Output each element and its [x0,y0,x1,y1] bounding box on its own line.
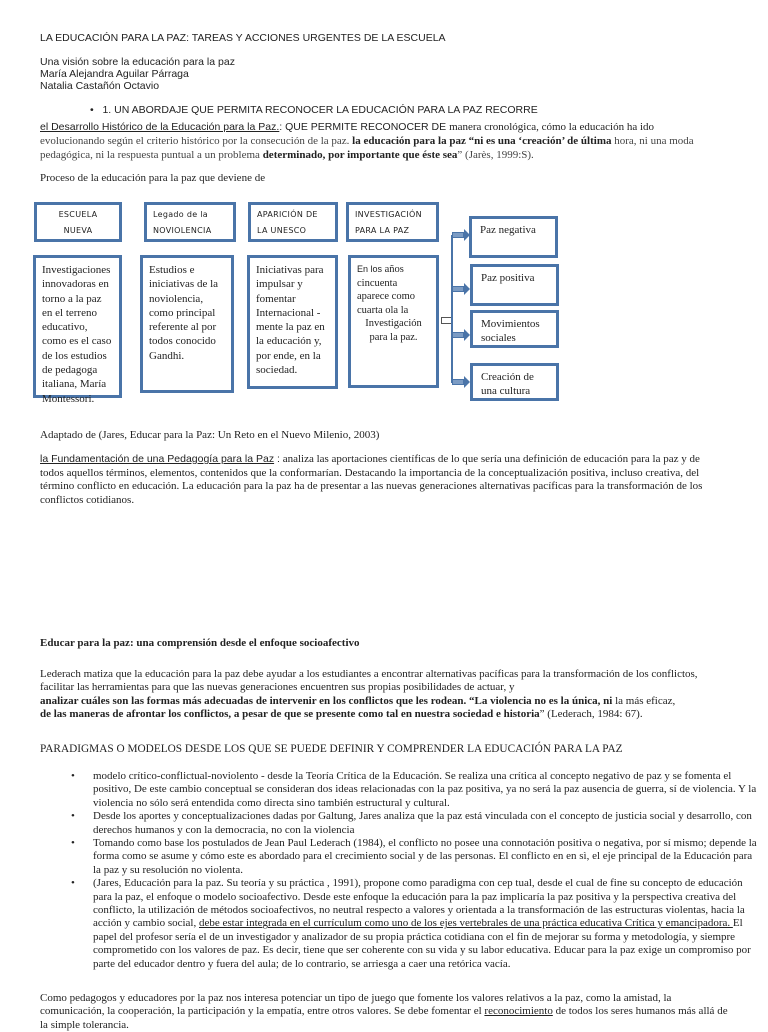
section1-heading: • 1. UN ABORDAJE QUE PERMITA RECONOCER LA EDUCACIÓN PARA LA PAZ RECORRE [90,104,538,116]
outcome-box: Paz positiva [470,264,559,306]
author: María Alejandra Aguilar Párraga [40,68,189,80]
section2-paragraph: la Fundamentación de una Pedagogía para la Paz : analiza las aportaciones científicas de lo que sería una definición de educación para la paz y de todos aquellos términos, elementos, contenidos que la conformarían. Destacando la importancia de la conceptualización positiva, incluso creativa, del término conflicto en educación. La educación para la paz ha de presentar a las nuevas generaciones alternativas pacíficas para la transformación de los conflictos cotidianos. [40,453,703,506]
list-item: • Tomando como base los postulados de Jean Paul Lederach (1984), el conflicto no posee una connotación positiva o negativa, por sí mismo; depende la forma como se asume y cómo este es abordado para el crecimiento social y de las personas. El conflicto en en sì, el eje principal de la Educación para la paz y su resolución no violenta. [71,837,757,876]
section3-heading: Educar para la paz: una comprensión desde el enfoque socioafectivo [40,637,360,649]
section4-heading: PARADIGMAS O MODELOS DESDE LOS QUE SE PUEDE DEFINIR Y COMPRENDER LA EDUCACIÓN PARA LA PAZ [40,743,623,755]
list-item: • (Jares, Educación para la paz. Su teoría y su práctica , 1991), propone como paradigma con cep tual, desde el cual de fine su concepto de educación para la paz, el enfoque o modelo socioafectivo. Desde este enfoque la educación para la paz implicaría la paz positiva y la perspectiva creativa del conflicto, la utilización de métodos socioafectivos, no neutral respecto a valores y orientada a la transformación de las estructuras violentas, hacia la acción y cambio social, debe estar integrada en el currículum como uno de los ejes vertebrales de una práctica educativa Crítica y emancipadora. El papel del profesor sería el de un investigador y analizador de su propia práctica cotidiana con el fin de mejorar su forma y metodología, y siempre comprometido con los valores de paz. Es decir, tiene que ser coherente con su vida y su labor educativa. Educar para la paz exige un compromiso por parte del educador dentro y fuera del aula; de lo contrario, se arriesga a caer una retórica vacía. [71,877,751,970]
description-box-unesco: Iniciativas para impulsar y fomentar Internacional - mente la paz en la educación y, por ende, en la sociedad. [247,255,338,389]
bullet-icon: • [71,877,75,890]
list-item: • modelo crítico-conflictual-noviolento - desde la Teoría Crítica de la Educación. Se realiza una crítica al concepto negativo de paz y se fomenta el positivo, De este cambio conceptual se consideran dos ideas relacionadas con la paz positiva, ya no será la paz ausencia de guerra, sí de violencia. Y la violencia no sólo será entendida como directa sino también estructural y cultural. [71,770,757,809]
arrow-right-icon [452,286,464,292]
subtitle: Una visión sobre la educación para la paz [40,56,235,68]
arrow-right-icon [452,379,464,385]
branch-line [451,235,453,383]
header-box-investigacion: INVESTIGACIÓN PARA LA PAZ [346,202,439,242]
arrow-right-icon [452,232,464,238]
bullet-icon: • [71,810,75,823]
bullet-icon: • [71,837,75,850]
author: Natalia Castañón Octavio [40,80,160,92]
outcome-box: Creación de una cultura [470,363,559,401]
paradigm-list [71,770,758,971]
outcome-box: Paz negativa [469,216,558,258]
description-box-noviolencia: Estudios e iniciativas de la noviolencia, como principal referente al por todos conocido Gandhi. [140,255,234,393]
header-box-noviolencia: Legado de la NOVIOLENCIA [144,202,236,242]
section2-link[interactable]: la Fundamentación de una Pedagogía para la Paz [40,453,275,465]
description-box-escuela-nueva: Investigaciones innovadoras en torno a la paz en el terreno educativo, como es el caso de los estudios de pedagoga italiana, María Montessori. [33,255,122,398]
section3-paragraph: Lederach matiza que la educación para la paz debe ayudar a los estudiantes a encontrar alternativas pacíficas para la transformación de los conflictos, facilitar las herramientas para que las nuevas generaciones encuentren sus propias posibilidades de actuar, y analizar cuáles son las formas más adecuadas de intervenir en los conflictos que les rodean. “La violencia no es la única, ni la más eficaz, de las maneras de afrontar los conflictos, a pesar de que se presente como tal en nuestra sociedad e historia” (Lederach, 1984: 67). [40,668,698,720]
bullet-icon: • [90,104,94,116]
list-item: • Desde los aportes y conceptualizaciones dadas por Galtung, Jares analiza que la paz está vinculada con el concepto de justicia social y desarrollo, con derechos humanos y con la democracia, no con la violencia [71,810,752,836]
closing-paragraph: Como pedagogos y educadores por la paz nos interesa potenciar un tipo de juego que fomente los valores relativos a la paz, como la amistad, la comunicación, la cooperación, la participación y la empatía, entre otros valores. Se debe fomentar el reconocimiento de todos los seres humanos más allá de la simple tolerancia. [40,992,728,1031]
adapted-caption: Adaptado de (Jares, Educar para la Paz: Un Reto en el Nuevo Milenio, 2003) [40,429,380,441]
description-box-investigacion: En los años cincuenta aparece como cuarta ola la Investigación para la paz. [348,255,439,388]
section1-link[interactable]: el Desarrollo Histórico de la Educación para la Paz. [40,121,280,133]
arrow-right-icon [452,332,464,338]
process-caption: Proceso de la educación para la paz que deviene de [40,172,266,184]
authors-block [40,56,235,92]
document-title: LA EDUCACIÓN PARA LA PAZ: TAREAS Y ACCIONES URGENTES DE LA ESCUELA [40,32,446,44]
header-box-escuela-nueva: ESCUELA NUEVA [34,202,122,242]
outcome-box: Movimientos sociales [470,310,559,348]
header-box-unesco: APARICIÓN DE LA UNESCO [248,202,338,242]
bullet-icon: • [71,770,75,782]
section1-paragraph: el Desarrollo Histórico de la Educación para la Paz.: QUE PERMITE RECONOCER DE manera cronológica, cómo la educación ha ido evolucionando según el criterio histórico por la consecución de la paz. la educación para la paz “ni es una ‘creación’ de última hora, ni una moda pedagógica, ni la respuesta puntual a un problema determinado, por importante que éste sea” (Jarès, 1999:S). [40,121,694,161]
